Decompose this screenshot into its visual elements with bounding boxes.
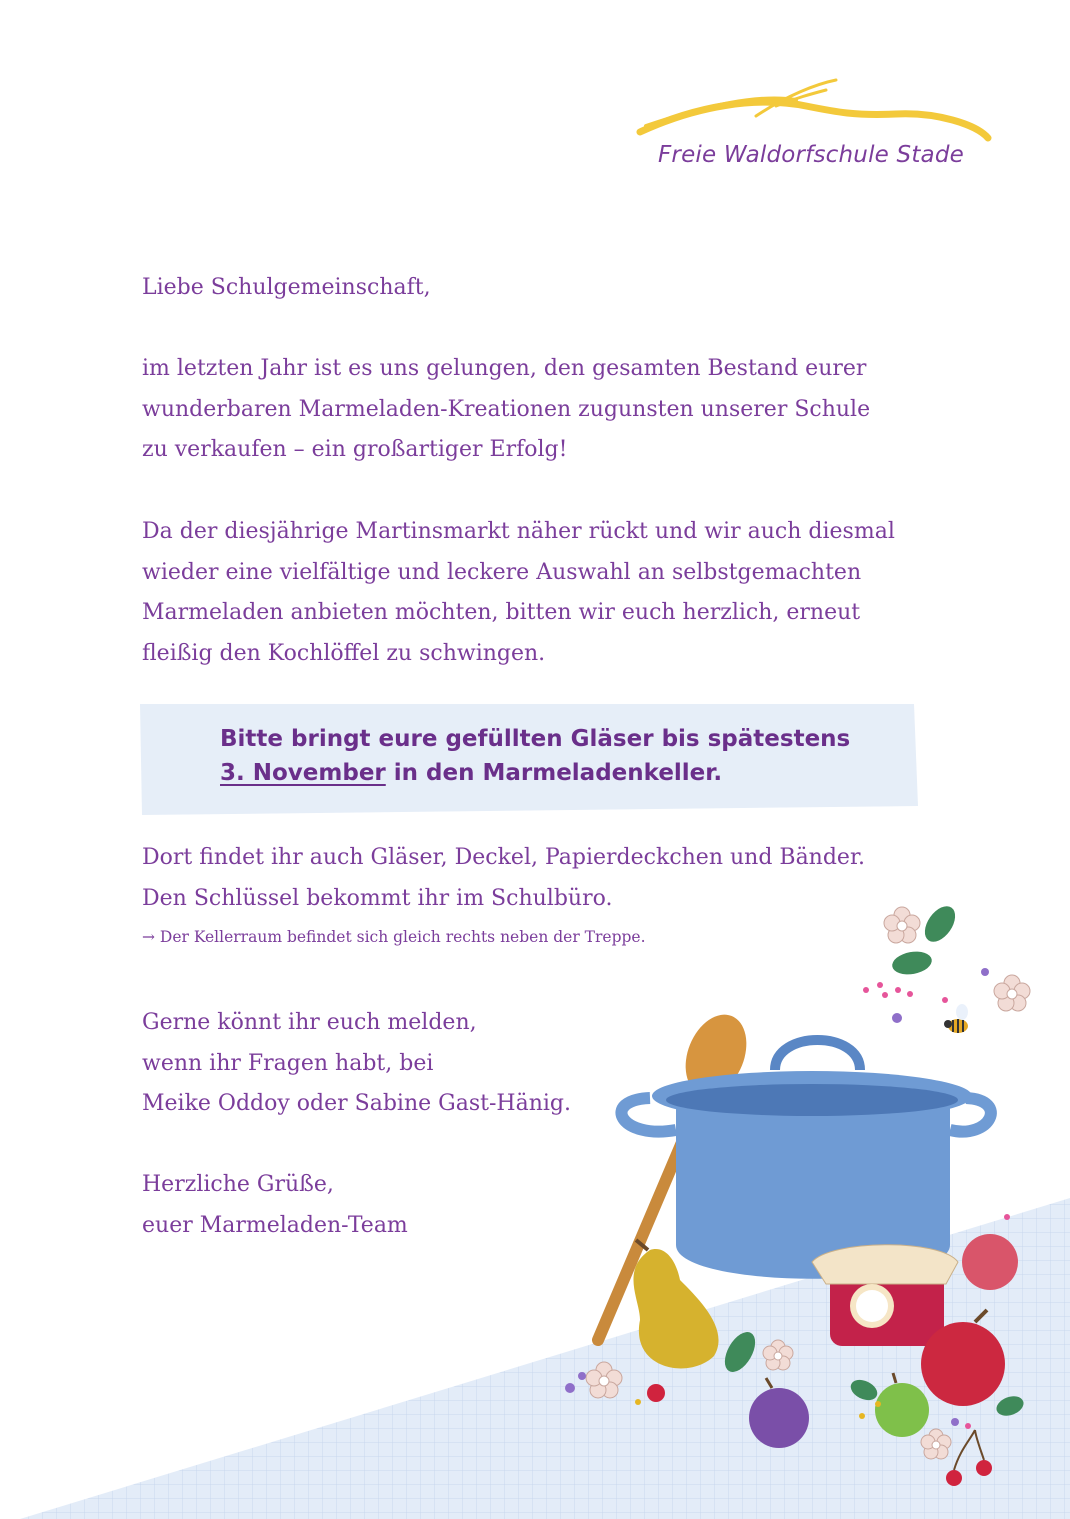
closing-line: euer Marmeladen-Team [142, 1212, 408, 1238]
plum-icon [749, 1378, 809, 1448]
paragraph-line: wenn ihr Fragen habt, bei [142, 1050, 434, 1076]
paragraph-line: Den Schlüssel bekommt ihr im Schulbüro. [142, 885, 613, 911]
paragraph-line: Da der diesjährige Martinsmarkt näher rückt und wir auch diesmal [142, 519, 895, 544]
paragraph-line: Marmeladen anbieten möchten, bitten wir euch herzlich, erneut [142, 600, 861, 626]
apple-icon [962, 1234, 1018, 1290]
flower-icon [763, 1340, 793, 1370]
paragraph-line: Meike Oddoy oder Sabine Gast-Hänig. [142, 1091, 571, 1117]
school-name: Freie Waldorfschule Stade [658, 142, 964, 168]
callout-line-1: Bitte bringt eure gefüllten Gläser bis spätestens [220, 726, 851, 752]
flower-icon [921, 1429, 951, 1459]
paragraph-line: Dort findet ihr auch Gläser, Deckel, Papierdeckchen und Bänder. [142, 845, 866, 870]
paragraph-line: Gerne könnt ihr euch melden, [142, 1010, 477, 1035]
paragraph-line: wieder eine vielfältige und leckere Auswahl an selbstgemachten [142, 559, 862, 585]
paragraph-line: wunderbaren Marmeladen-Kreationen zugunsten unserer Schule [142, 396, 871, 422]
cellar-location-note: → Der Kellerraum befindet sich gleich rechts neben der Treppe. [142, 928, 646, 946]
flower-icon [586, 1362, 622, 1398]
flower-icon [884, 907, 920, 943]
deadline-date: 3. November [220, 760, 386, 786]
paragraph-line: zu verkaufen – ein großartiger Erfolg! [142, 437, 568, 463]
flower-icon [994, 975, 1030, 1011]
apple-icon [875, 1373, 929, 1437]
cooking-pot-icon [621, 1040, 990, 1279]
closing-line: Herzliche Grüße, [142, 1172, 334, 1197]
salutation: Liebe Schulgemeinschaft, [142, 275, 431, 300]
jam-jar-icon [812, 1245, 958, 1346]
paragraph-line: fleißig den Kochlöffel zu schwingen. [142, 641, 546, 667]
bee-icon [944, 1004, 968, 1033]
callout-line-2-rest: in den Marmeladenkeller. [385, 760, 723, 786]
berry-dots-icon [863, 968, 989, 1023]
paragraph-line: im letzten Jahr ist es uns gelungen, den gesamten Bestand eurer [142, 356, 867, 381]
